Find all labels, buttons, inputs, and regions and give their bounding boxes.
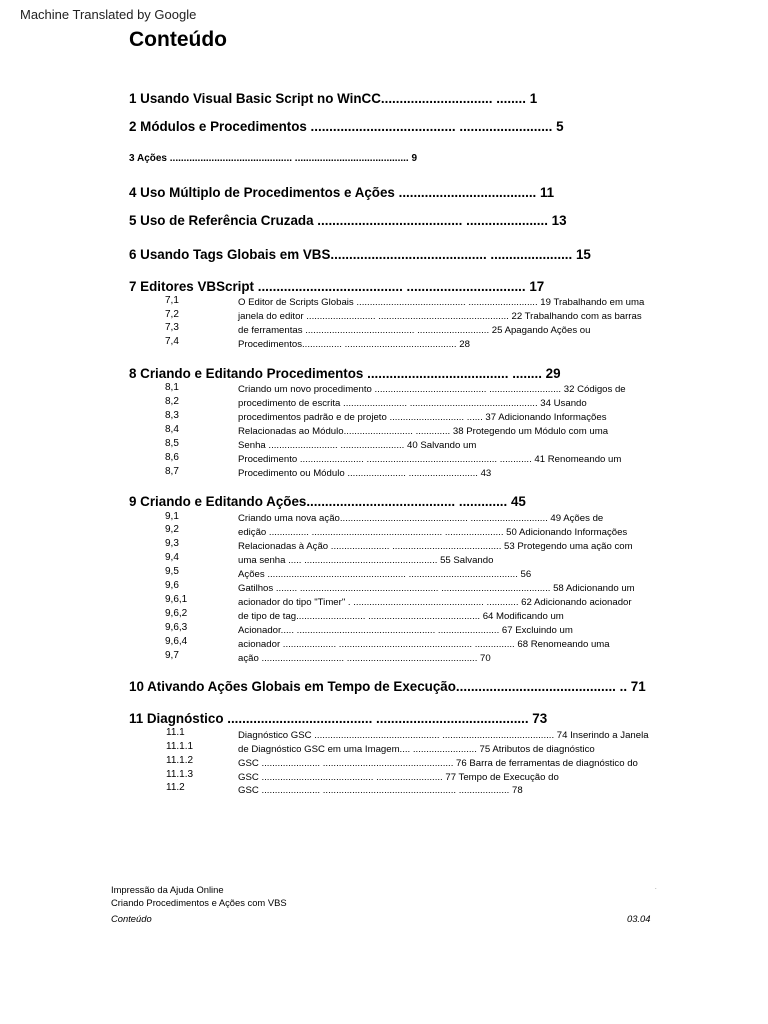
toc-entry-line[interactable]: GSC ...................... ................................................. 76 Barra de ferramentas de diagnóstico do <box>238 758 638 769</box>
toc-entry-line[interactable]: Gatilhos ........ .................................................... ......................................... 58 Adicionando um <box>238 583 635 594</box>
section-number: 9,6,1 <box>165 594 188 605</box>
toc-chapter[interactable]: 9 Criando e Editando Ações........................................ ............. 45 <box>129 494 526 509</box>
toc-entry-line[interactable]: ação ............................... ................................................. 70 <box>238 653 491 664</box>
section-number: 8,4 <box>165 424 179 435</box>
toc-entry-line[interactable]: Procedimentos............... .......................................... 28 <box>238 339 470 350</box>
footer-publication: Impressão da Ajuda Online <box>111 884 224 895</box>
section-number: 8,3 <box>165 410 179 421</box>
section-number: 8,6 <box>165 452 179 463</box>
section-number: 11.1.2 <box>166 755 194 766</box>
toc-entry-line[interactable]: Relacionadas à Ação ...................... ......................................... 53 Protegendo uma ação com <box>238 541 633 552</box>
toc-entry-line[interactable]: Acionador..... .................................................... ....................... 67 Excluindo um <box>238 625 573 636</box>
toc-entry-line[interactable]: de Diagnóstico GSC em uma Imagem.... ........................ 75 Atributos de diagnóstico <box>238 744 595 755</box>
toc-entry-line[interactable]: de ferramentas ......................................... ........................... 25 Apagando Ações ou <box>238 325 591 336</box>
toc-entry-line[interactable]: GSC ...................... .................................................. ................... 78 <box>238 785 523 796</box>
toc-entry-line[interactable]: procedimentos padrão e de projeto ............................ ...... 37 Adicionando Informações <box>238 412 607 423</box>
section-number: 9,6,3 <box>165 622 188 633</box>
toc-entry-line[interactable]: acionador .................... .................................................. ............... 68 Renomeando uma <box>238 639 610 650</box>
toc-chapter[interactable]: 4 Uso Múltiplo de Procedimentos e Ações ..................................... 11 <box>129 185 555 200</box>
toc-chapter[interactable]: 1 Usando Visual Basic Script no WinCC.............................. ........ 1 <box>129 91 538 106</box>
toc-chapter[interactable]: 2 Módulos e Procedimentos ....................................... ......................... 5 <box>129 119 564 134</box>
toc-entry-line[interactable]: acionador do tipo "Timer" . ................................................. ............ 62 Adicionando acionador <box>238 597 632 608</box>
section-number: 9,1 <box>165 511 179 522</box>
section-number: 7,4 <box>165 336 179 347</box>
toc-entry-line[interactable]: Diagnóstico GSC ............................................... .......................................... 74 Inserindo a Janela <box>238 730 649 741</box>
toc-entry-line[interactable]: O Editor de Scripts Globais ......................................... .......................... 19 Trabalhando em uma <box>238 297 645 308</box>
section-number: 7,3 <box>165 322 179 333</box>
page-title: Conteúdo <box>129 28 227 51</box>
section-number: 9,6,2 <box>165 608 188 619</box>
section-number: 11.2 <box>166 782 185 793</box>
section-number: 9,6 <box>165 580 179 591</box>
translation-banner: Machine Translated by Google <box>20 7 197 22</box>
section-number: 9,4 <box>165 552 179 563</box>
toc-entry-line[interactable]: Criando um novo procedimento .......................................... ........................... 32 Códigos de <box>238 384 626 395</box>
section-number: 9,6,4 <box>165 636 188 647</box>
toc-entry-line[interactable]: janela do editor .......................... ................................................. 22 Trabalhando com as barras <box>238 311 642 322</box>
section-number: 9,2 <box>165 524 179 535</box>
toc-entry-line[interactable]: Ações .................................................... ......................................... 56 <box>238 569 532 580</box>
toc-entry-line[interactable]: Relacionadas ao Módulo.......................... ............. 38 Protegendo um Módulo com uma <box>238 426 609 437</box>
toc-chapter[interactable]: 5 Uso de Referência Cruzada ....................................... ...................... 13 <box>129 213 567 228</box>
section-number: 8,7 <box>165 466 179 477</box>
toc-chapter[interactable]: 3 Ações ............................................ ......................................... 9 <box>129 153 418 164</box>
section-number: 7,2 <box>165 309 179 320</box>
section-number: 8,5 <box>165 438 179 449</box>
section-number: 8,1 <box>165 382 179 393</box>
section-number: 9,7 <box>165 650 179 661</box>
toc-entry-line[interactable]: de tipo de tag.......................... .......................................... 64 Modificando um <box>238 611 564 622</box>
section-number: 11.1 <box>166 727 185 738</box>
toc-chapter[interactable]: 10 Ativando Ações Globais em Tempo de Execução........................................... .. 71 <box>129 679 646 694</box>
toc-entry-line[interactable]: Senha .......................... ........................ 40 Salvando um <box>238 440 477 451</box>
toc-chapter[interactable]: 8 Criando e Editando Procedimentos ...................................... ........ 29 <box>129 366 561 381</box>
section-number: 9,3 <box>165 538 179 549</box>
section-number: 8,2 <box>165 396 179 407</box>
toc-chapter[interactable]: 11 Diagnóstico ....................................... ......................................... 73 <box>129 711 548 726</box>
footer-mark: . <box>655 885 657 891</box>
toc-entry-line[interactable]: uma senha ..... .................................................. 55 Salvando <box>238 555 494 566</box>
toc-entry-line[interactable]: Procedimento ........................ ................................................. ............ 41 Renomeando um <box>238 454 622 465</box>
section-number: 11.1.3 <box>166 769 194 780</box>
toc-entry-line[interactable]: Procedimento ou Módulo ...................... .......................... 43 <box>238 468 492 479</box>
toc-entry-line[interactable]: procedimento de escrita ........................ ................................................ 34 Usando <box>238 398 587 409</box>
footer-date: 03.04 <box>627 913 651 924</box>
toc-entry-line[interactable]: edição ............... ................................................. ...................... 50 Adicionando Informações <box>238 527 628 538</box>
toc-chapter[interactable]: 6 Usando Tags Globais em VBS.......................................... ...................... 15 <box>129 247 591 262</box>
toc-entry-line[interactable]: Criando uma nova ação................................................ ............................. 49 Ações de <box>238 513 604 524</box>
section-number: 11.1.1 <box>166 741 194 752</box>
footer-section-label: Conteúdo <box>111 913 152 924</box>
section-number: 9,5 <box>165 566 179 577</box>
section-number: 7,1 <box>165 295 179 306</box>
footer-document-title: Criando Procedimentos e Ações com VBS <box>111 897 287 908</box>
toc-entry-line[interactable]: GSC .......................................... ......................... 77 Tempo de Execução do <box>238 772 559 783</box>
toc-chapter[interactable]: 7 Editores VBScript ....................................... ................................ 17 <box>129 279 545 294</box>
